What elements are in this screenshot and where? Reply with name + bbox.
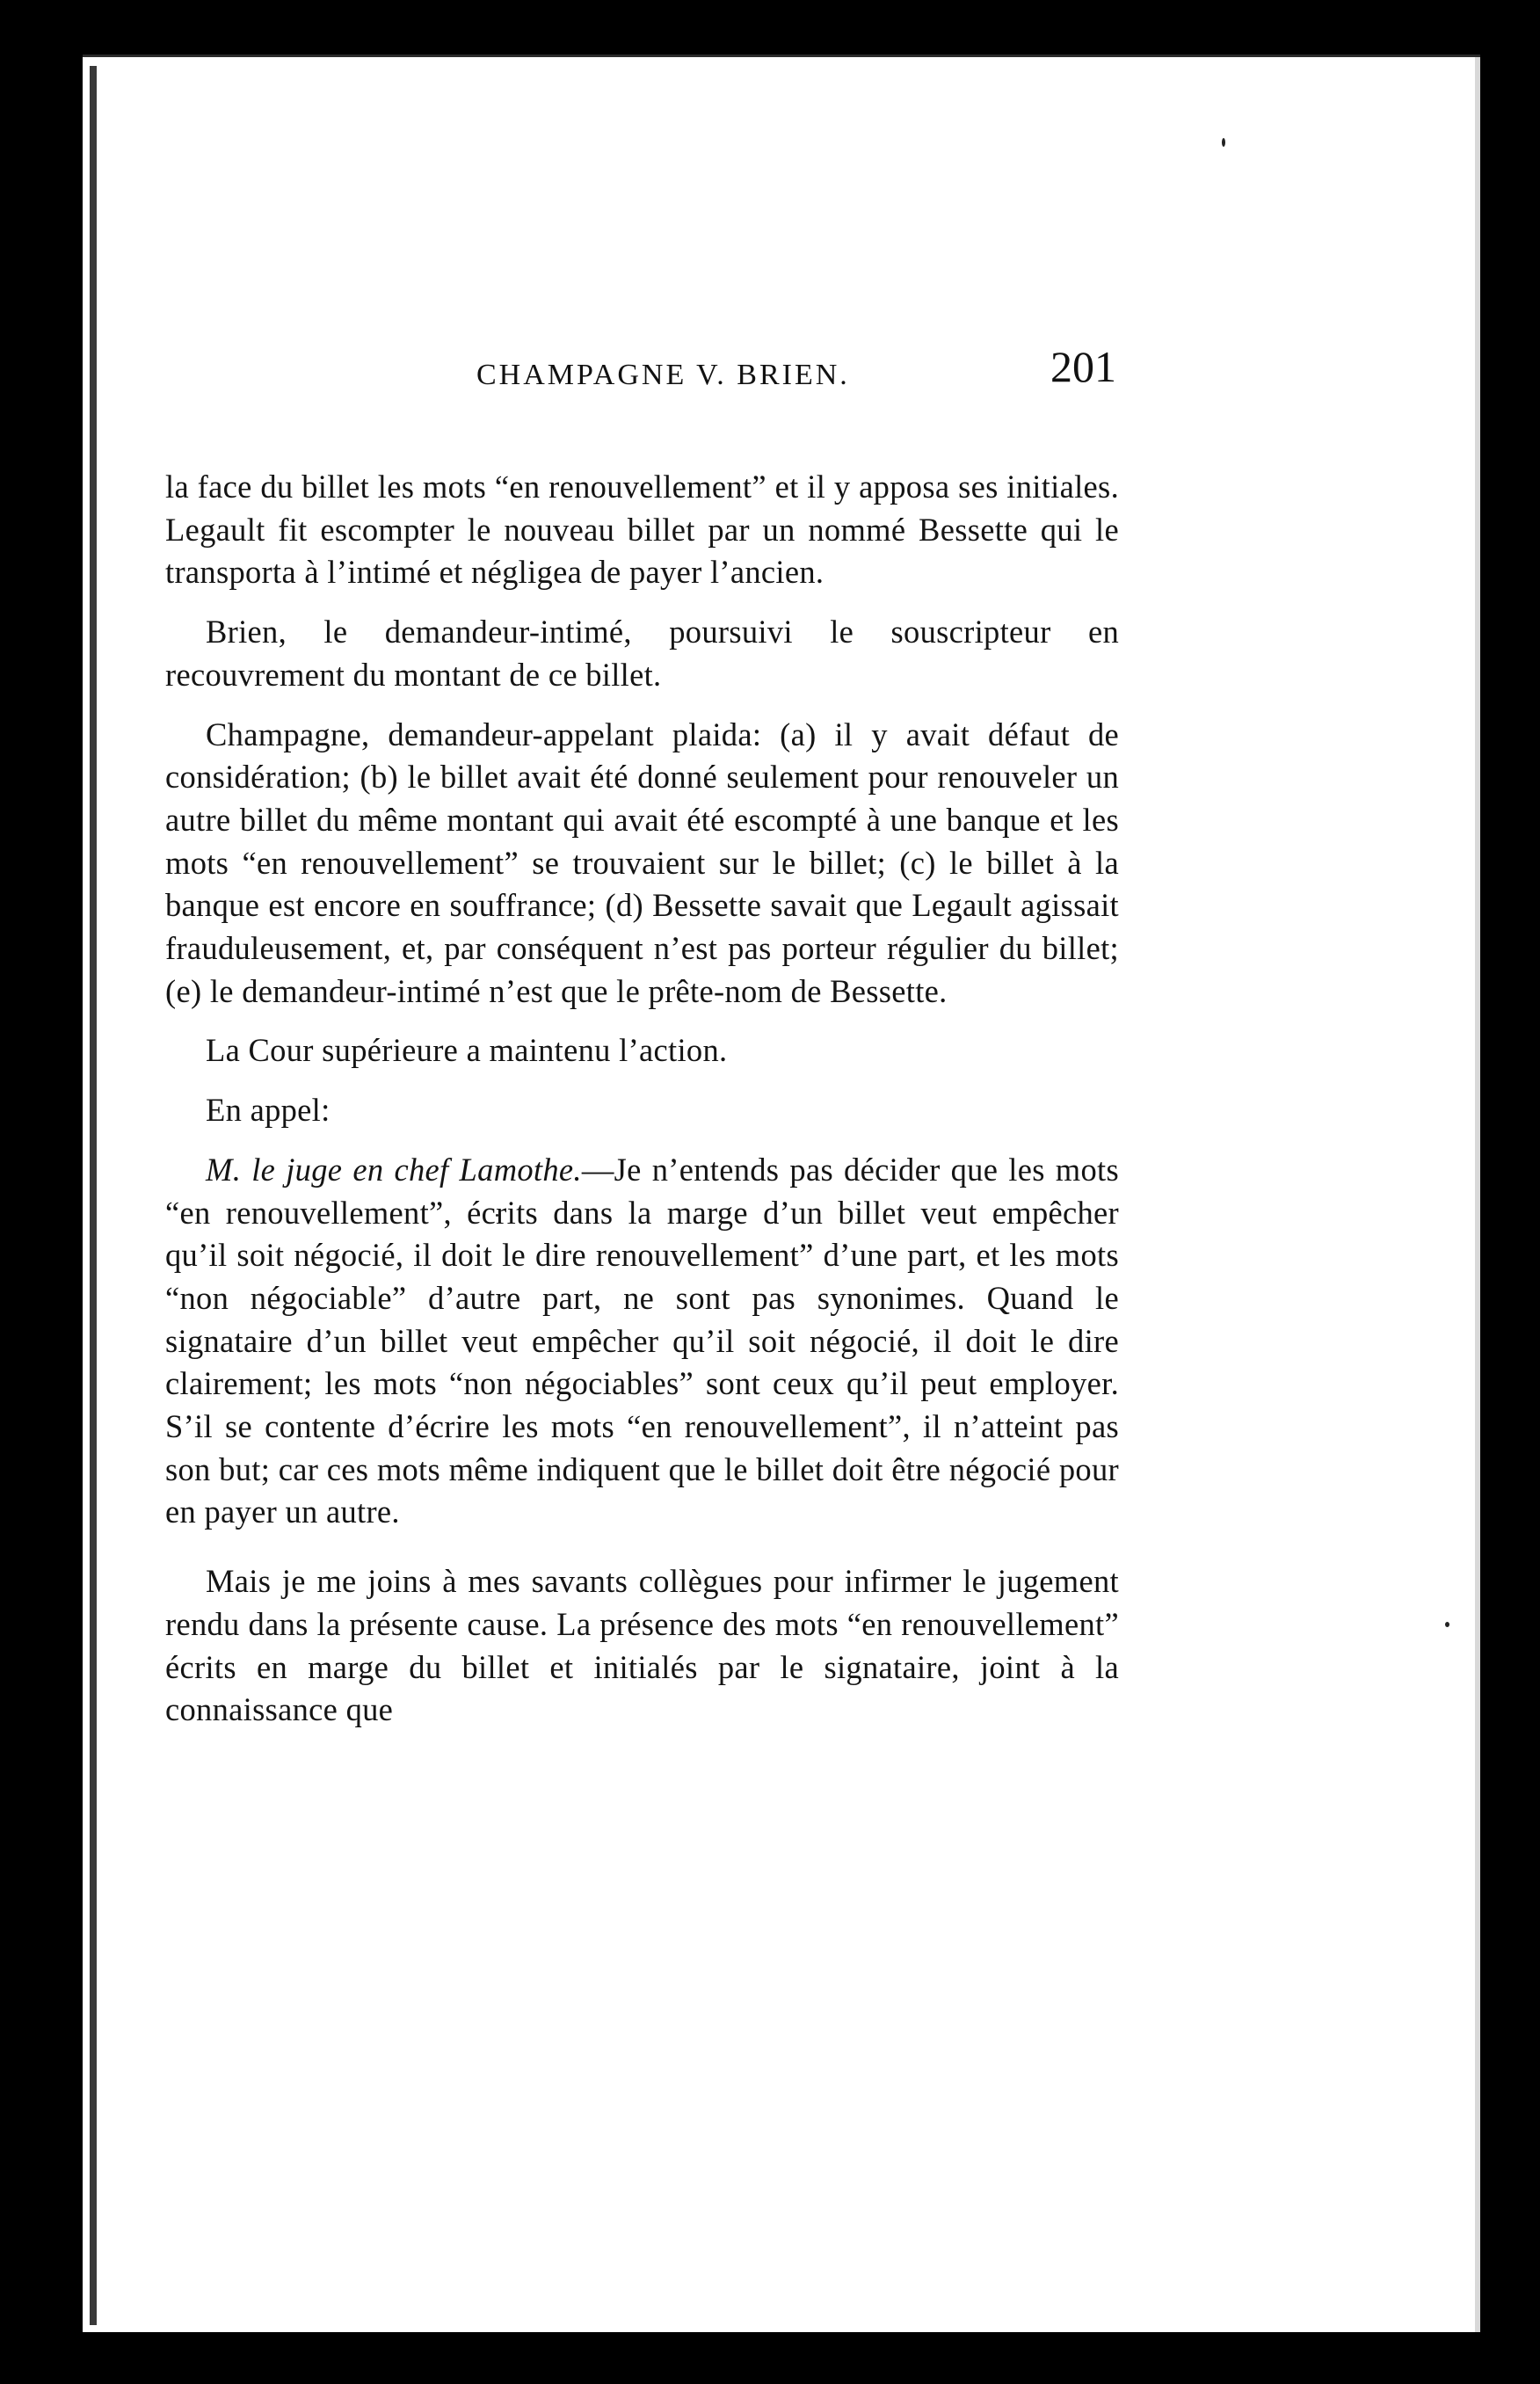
paper-right-edge [1475, 57, 1480, 2332]
paragraph-plaintiff: Brien, le demandeur-intimé, poursuivi le souscripteur en recouvrement du montant de ce billet. [165, 614, 1119, 693]
paragraph-opinion [165, 1149, 1119, 1534]
paragraph-closing: Mais je me joins à mes savants collègues pour infirmer le jugement rendu dans la présente cause. La présence des mots “en renouvellement” écrits en marge du billet et initialés par le signataire, joint à la connaissance que [165, 1563, 1119, 1728]
paragraph-continuation: la face du billet les mots “en renouvellement” et il y apposa ses initiales. Legault fit escompter le nouveau billet par un nommé Bessette qui le transporta à l’intimé et négligea de payer l’ancien. [165, 469, 1119, 591]
dust-speck [1445, 1622, 1449, 1627]
paragraph-pleadings: Champagne, demandeur-appelant plaida: (a) il y avait défaut de considération; (b) le billet avait été donné seulement pour renouveler un autre billet du même montant qui avait été escompté à une banque et les mots “en renouvellement” se trouvaient sur le billet; (c) le billet à la banque est encore en souffrance; (d) Bessette savait que Legault agissait frauduleusement, et, par conséquent n’est pas porteur régulier du billet; (e) le demandeur-intimé n’est que le prête-nom de Bessette. [165, 716, 1119, 1009]
page-number: 201 [1050, 342, 1116, 391]
binding-edge [90, 66, 97, 2325]
opinion-text: —Je n’entends pas décider que les mots “en renouvellement”, écrits dans la marge d’un billet veut empêcher qu’il soit négocié, il doit le dire renouvellement” d’une part, et les mots “non négociable” d’autre part, ne sont pas synonimes. Quand le signataire d’un billet veut empêcher qu’il soit négocié, il doit le dire clairement; les mots “non négociables” sont ceux qu’il peut employer. S’il se contente d’écrire les mots “en renouvellement”, il n’atteint pas son but; car ces mots même indiquent que le billet doit être négocié pour en payer un autre. [165, 1151, 1119, 1530]
paragraph-appeal: En appel: [206, 1092, 331, 1129]
running-head: CHAMPAGNE V. BRIEN. [476, 359, 850, 391]
page-header [167, 336, 1116, 406]
judge-name: M. le juge en chef Lamothe. [206, 1151, 582, 1188]
paragraph-superior-court: La Cour supérieure a maintenu l’action. [206, 1032, 728, 1069]
body-text [165, 466, 1119, 1748]
dust-speck [1222, 138, 1225, 147]
